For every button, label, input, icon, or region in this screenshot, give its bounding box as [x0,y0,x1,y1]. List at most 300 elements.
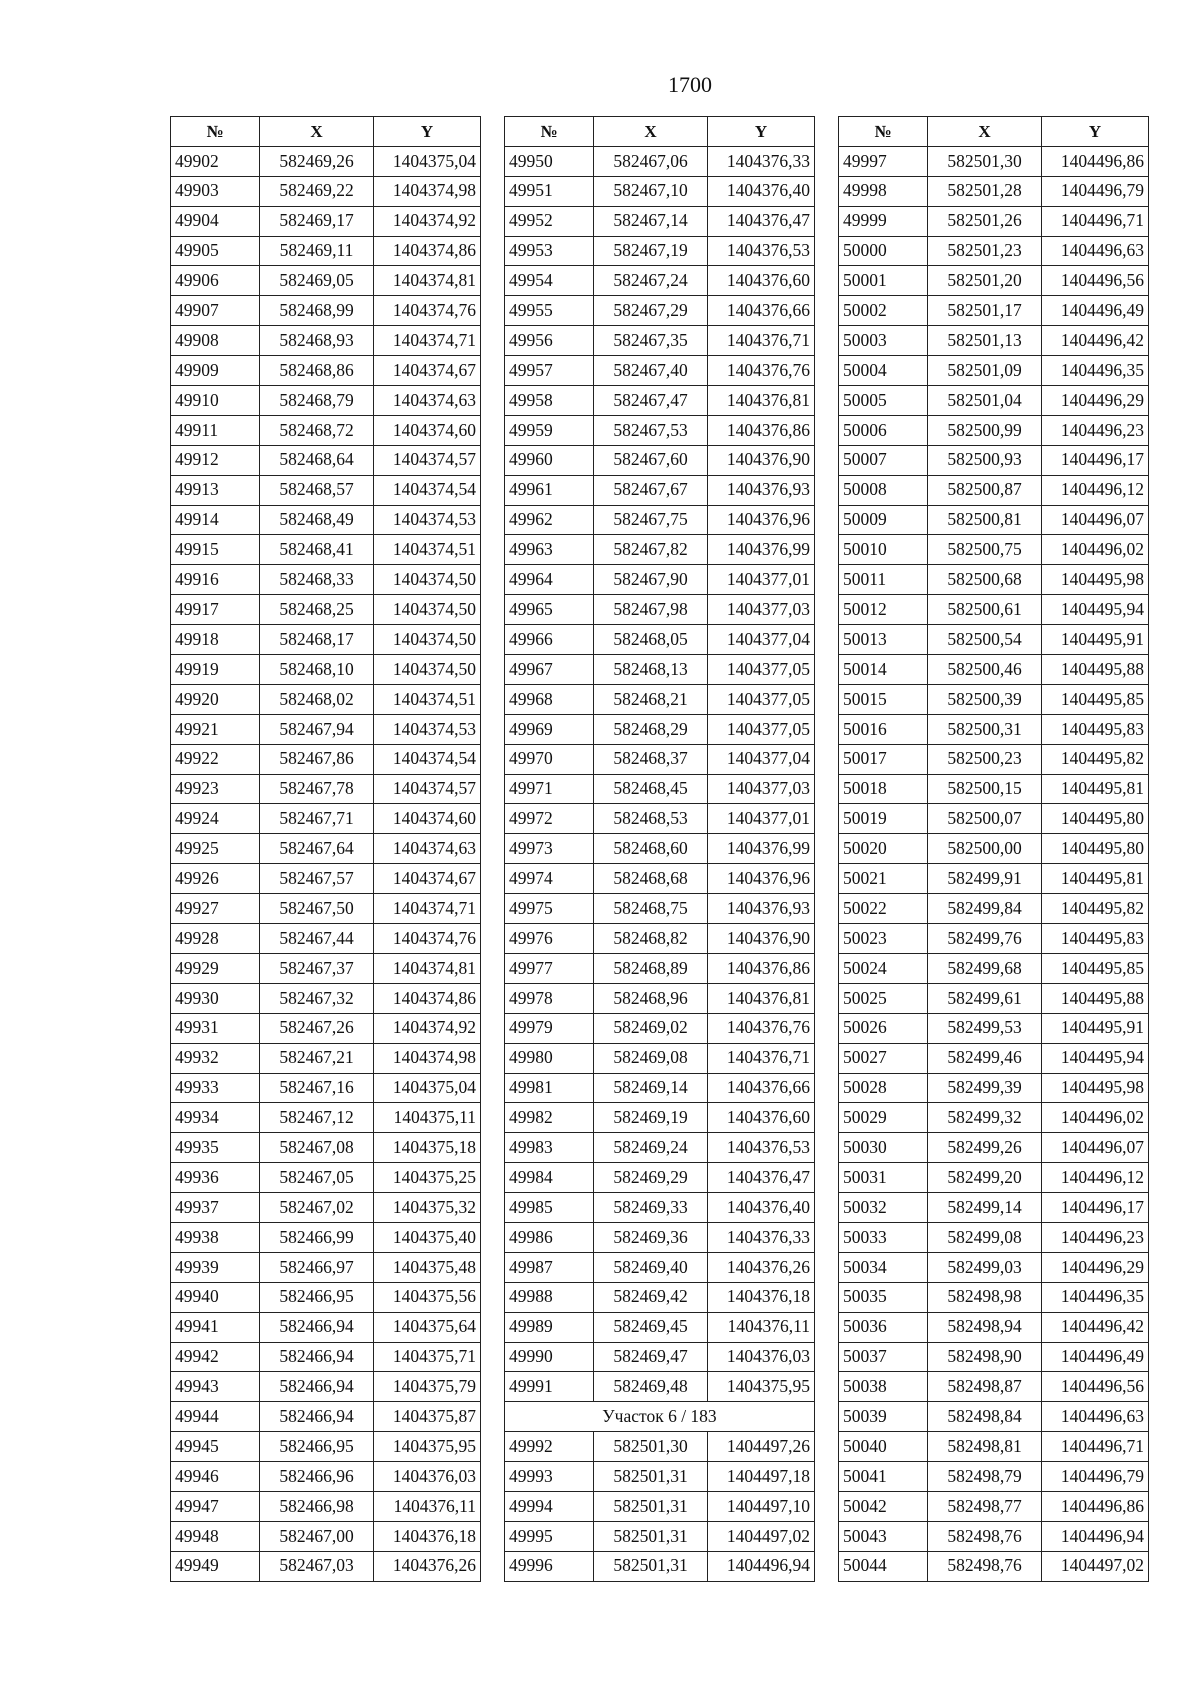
table-row [505,1133,815,1163]
table-row [505,1551,815,1581]
column-header-y: Y [708,117,815,147]
y-coordinate-cell: 1404374,86 [374,236,481,266]
x-coordinate-cell: 582467,71 [260,804,374,834]
point-number-cell: 49999 [839,206,928,236]
x-coordinate-cell: 582467,29 [594,296,708,326]
x-coordinate-cell: 582468,33 [260,565,374,595]
point-number-cell: 50025 [839,983,928,1013]
y-coordinate-cell: 1404374,53 [374,505,481,535]
y-coordinate-cell: 1404376,18 [708,1282,815,1312]
point-number-cell: 49914 [171,505,260,535]
point-number-cell: 49905 [171,236,260,266]
x-coordinate-cell: 582469,24 [594,1133,708,1163]
y-coordinate-cell: 1404377,01 [708,804,815,834]
y-coordinate-cell: 1404496,56 [1042,266,1149,296]
table-row [839,386,1149,416]
x-coordinate-cell: 582469,26 [260,146,374,176]
table-row [505,326,815,356]
point-number-cell: 50004 [839,356,928,386]
y-coordinate-cell: 1404377,05 [708,714,815,744]
y-coordinate-cell: 1404496,49 [1042,1342,1149,1372]
point-number-cell: 50010 [839,535,928,565]
table-row [171,1282,481,1312]
point-number-cell: 49908 [171,326,260,356]
table-row [505,266,815,296]
x-coordinate-cell: 582501,26 [928,206,1042,236]
y-coordinate-cell: 1404496,17 [1042,1193,1149,1223]
point-number-cell: 49951 [505,176,594,206]
x-coordinate-cell: 582467,67 [594,475,708,505]
table-row [839,1372,1149,1402]
table-row [171,296,481,326]
point-number-cell: 49988 [505,1282,594,1312]
table-row [505,595,815,625]
table-row [839,236,1149,266]
x-coordinate-cell: 582467,40 [594,356,708,386]
y-coordinate-cell: 1404376,96 [708,505,815,535]
x-coordinate-cell: 582467,19 [594,236,708,266]
table-row [505,1013,815,1043]
table-row [839,505,1149,535]
y-coordinate-cell: 1404375,40 [374,1222,481,1252]
table-row [839,266,1149,296]
table-row [171,535,481,565]
point-number-cell: 50012 [839,595,928,625]
y-coordinate-cell: 1404374,51 [374,535,481,565]
x-coordinate-cell: 582501,13 [928,326,1042,356]
y-coordinate-cell: 1404496,56 [1042,1372,1149,1402]
point-number-cell: 50015 [839,684,928,714]
point-number-cell: 49911 [171,415,260,445]
x-coordinate-cell: 582467,64 [260,834,374,864]
y-coordinate-cell: 1404377,04 [708,744,815,774]
y-coordinate-cell: 1404496,49 [1042,296,1149,326]
table-row [839,415,1149,445]
table-row [839,565,1149,595]
table-row [171,774,481,804]
x-coordinate-cell: 582499,26 [928,1133,1042,1163]
y-coordinate-cell: 1404374,57 [374,774,481,804]
table-row [171,1491,481,1521]
y-coordinate-cell: 1404376,71 [708,326,815,356]
table-row [839,475,1149,505]
point-number-cell: 49987 [505,1252,594,1282]
point-number-cell: 49964 [505,565,594,595]
y-coordinate-cell: 1404496,29 [1042,386,1149,416]
x-coordinate-cell: 582501,30 [594,1432,708,1462]
point-number-cell: 49989 [505,1312,594,1342]
table-row [171,1551,481,1581]
point-number-cell: 49991 [505,1372,594,1402]
y-coordinate-cell: 1404374,54 [374,744,481,774]
table-row [171,655,481,685]
point-number-cell: 49929 [171,953,260,983]
y-coordinate-cell: 1404496,71 [1042,206,1149,236]
table-row [839,1402,1149,1432]
point-number-cell: 49967 [505,655,594,685]
x-coordinate-cell: 582499,20 [928,1163,1042,1193]
y-coordinate-cell: 1404376,26 [708,1252,815,1282]
point-number-cell: 49903 [171,176,260,206]
y-coordinate-cell: 1404496,94 [708,1551,815,1581]
x-coordinate-cell: 582500,46 [928,655,1042,685]
point-number-cell: 49907 [171,296,260,326]
x-coordinate-cell: 582501,20 [928,266,1042,296]
table-row [839,774,1149,804]
x-coordinate-cell: 582500,68 [928,565,1042,595]
y-coordinate-cell: 1404497,02 [1042,1551,1149,1581]
x-coordinate-cell: 582469,36 [594,1222,708,1252]
table-body [505,146,815,1581]
point-number-cell: 49957 [505,356,594,386]
x-coordinate-cell: 582467,24 [594,266,708,296]
x-coordinate-cell: 582499,32 [928,1103,1042,1133]
x-coordinate-cell: 582499,53 [928,1013,1042,1043]
table-row [171,1521,481,1551]
table-row [839,535,1149,565]
point-number-cell: 49995 [505,1521,594,1551]
x-coordinate-cell: 582467,35 [594,326,708,356]
x-coordinate-cell: 582468,02 [260,684,374,714]
x-coordinate-cell: 582468,89 [594,953,708,983]
table-row [505,625,815,655]
y-coordinate-cell: 1404375,11 [374,1103,481,1133]
x-coordinate-cell: 582467,98 [594,595,708,625]
table-row [171,415,481,445]
point-number-cell: 49928 [171,924,260,954]
y-coordinate-cell: 1404374,98 [374,176,481,206]
point-number-cell: 49946 [171,1462,260,1492]
y-coordinate-cell: 1404375,56 [374,1282,481,1312]
x-coordinate-cell: 582467,90 [594,565,708,595]
table-row [171,625,481,655]
table-row [839,296,1149,326]
point-number-cell: 50039 [839,1402,928,1432]
y-coordinate-cell: 1404495,80 [1042,834,1149,864]
point-number-cell: 50043 [839,1521,928,1551]
point-number-cell: 50028 [839,1073,928,1103]
x-coordinate-cell: 582499,91 [928,864,1042,894]
table-row [839,655,1149,685]
point-number-cell: 49906 [171,266,260,296]
table-row [505,924,815,954]
table-row [839,1342,1149,1372]
y-coordinate-cell: 1404376,60 [708,266,815,296]
y-coordinate-cell: 1404376,81 [708,386,815,416]
x-coordinate-cell: 582468,41 [260,535,374,565]
table-row [171,176,481,206]
y-coordinate-cell: 1404496,63 [1042,1402,1149,1432]
table-row [505,1342,815,1372]
y-coordinate-cell: 1404495,88 [1042,983,1149,1013]
y-coordinate-cell: 1404374,63 [374,834,481,864]
table-row [171,1252,481,1282]
table-row [171,386,481,416]
point-number-cell: 49953 [505,236,594,266]
x-coordinate-cell: 582468,82 [594,924,708,954]
x-coordinate-cell: 582468,99 [260,296,374,326]
point-number-cell: 50033 [839,1222,928,1252]
y-coordinate-cell: 1404375,04 [374,146,481,176]
point-number-cell: 49986 [505,1222,594,1252]
y-coordinate-cell: 1404497,02 [708,1521,815,1551]
x-coordinate-cell: 582468,60 [594,834,708,864]
point-number-cell: 49941 [171,1312,260,1342]
x-coordinate-cell: 582501,31 [594,1521,708,1551]
table-row [839,356,1149,386]
y-coordinate-cell: 1404495,98 [1042,565,1149,595]
table-row [839,1491,1149,1521]
table-header-row [171,117,481,147]
point-number-cell: 49913 [171,475,260,505]
point-number-cell: 49985 [505,1193,594,1223]
point-number-cell: 49949 [171,1551,260,1581]
point-number-cell: 49910 [171,386,260,416]
table-row [505,1432,815,1462]
table-row [171,864,481,894]
table-row [505,415,815,445]
table-row [505,1462,815,1492]
table-row [839,1462,1149,1492]
point-number-cell: 49925 [171,834,260,864]
y-coordinate-cell: 1404377,01 [708,565,815,595]
x-coordinate-cell: 582469,42 [594,1282,708,1312]
point-number-cell: 49984 [505,1163,594,1193]
y-coordinate-cell: 1404496,02 [1042,535,1149,565]
x-coordinate-cell: 582468,86 [260,356,374,386]
table-row [505,535,815,565]
x-coordinate-cell: 582501,04 [928,386,1042,416]
x-coordinate-cell: 582500,39 [928,684,1042,714]
x-coordinate-cell: 582468,25 [260,595,374,625]
y-coordinate-cell: 1404496,35 [1042,356,1149,386]
y-coordinate-cell: 1404377,05 [708,684,815,714]
point-number-cell: 50041 [839,1462,928,1492]
y-coordinate-cell: 1404375,71 [374,1342,481,1372]
point-number-cell: 49920 [171,684,260,714]
y-coordinate-cell: 1404495,82 [1042,744,1149,774]
x-coordinate-cell: 582501,23 [928,236,1042,266]
table-row [171,1432,481,1462]
y-coordinate-cell: 1404374,71 [374,894,481,924]
table-row [839,326,1149,356]
y-coordinate-cell: 1404375,18 [374,1133,481,1163]
point-number-cell: 49932 [171,1043,260,1073]
y-coordinate-cell: 1404376,47 [708,206,815,236]
x-coordinate-cell: 582469,11 [260,236,374,266]
x-coordinate-cell: 582499,76 [928,924,1042,954]
point-number-cell: 49976 [505,924,594,954]
y-coordinate-cell: 1404374,67 [374,864,481,894]
y-coordinate-cell: 1404374,54 [374,475,481,505]
table-row [505,236,815,266]
point-number-cell: 49981 [505,1073,594,1103]
table-row [171,1372,481,1402]
column-header-number: № [505,117,594,147]
y-coordinate-cell: 1404495,80 [1042,804,1149,834]
x-coordinate-cell: 582466,95 [260,1282,374,1312]
point-number-cell: 49933 [171,1073,260,1103]
x-coordinate-cell: 582500,87 [928,475,1042,505]
x-coordinate-cell: 582468,93 [260,326,374,356]
table-row [505,1073,815,1103]
y-coordinate-cell: 1404495,91 [1042,1013,1149,1043]
y-coordinate-cell: 1404376,66 [708,1073,815,1103]
point-number-cell: 49958 [505,386,594,416]
table-row [839,1133,1149,1163]
point-number-cell: 50011 [839,565,928,595]
table-row [839,1252,1149,1282]
y-coordinate-cell: 1404496,86 [1042,1491,1149,1521]
y-coordinate-cell: 1404374,86 [374,983,481,1013]
y-coordinate-cell: 1404496,02 [1042,1103,1149,1133]
table-row [839,983,1149,1013]
table-row [505,1491,815,1521]
x-coordinate-cell: 582469,33 [594,1193,708,1223]
y-coordinate-cell: 1404495,85 [1042,953,1149,983]
x-coordinate-cell: 582500,99 [928,415,1042,445]
table-row [505,445,815,475]
point-number-cell: 49942 [171,1342,260,1372]
table-row [505,1222,815,1252]
point-number-cell: 50005 [839,386,928,416]
point-number-cell: 50042 [839,1491,928,1521]
table-row [171,684,481,714]
table-row [171,1073,481,1103]
y-coordinate-cell: 1404376,33 [708,146,815,176]
x-coordinate-cell: 582468,53 [594,804,708,834]
point-number-cell: 50003 [839,326,928,356]
point-number-cell: 49996 [505,1551,594,1581]
y-coordinate-cell: 1404374,63 [374,386,481,416]
table-row [505,1163,815,1193]
x-coordinate-cell: 582468,13 [594,655,708,685]
point-number-cell: 50000 [839,236,928,266]
section-label: Участок 6 / 183 [505,1402,815,1432]
y-coordinate-cell: 1404376,81 [708,983,815,1013]
y-coordinate-cell: 1404377,03 [708,595,815,625]
point-number-cell: 50027 [839,1043,928,1073]
table-row [839,625,1149,655]
table-row [839,1193,1149,1223]
x-coordinate-cell: 582467,02 [260,1193,374,1223]
y-coordinate-cell: 1404374,51 [374,684,481,714]
x-coordinate-cell: 582498,94 [928,1312,1042,1342]
point-number-cell: 49921 [171,714,260,744]
point-number-cell: 50029 [839,1103,928,1133]
table-row [171,834,481,864]
column-header-number: № [839,117,928,147]
x-coordinate-cell: 582469,17 [260,206,374,236]
point-number-cell: 49994 [505,1491,594,1521]
point-number-cell: 49973 [505,834,594,864]
x-coordinate-cell: 582501,28 [928,176,1042,206]
table-row [839,953,1149,983]
x-coordinate-cell: 582467,08 [260,1133,374,1163]
x-coordinate-cell: 582467,82 [594,535,708,565]
x-coordinate-cell: 582467,50 [260,894,374,924]
y-coordinate-cell: 1404497,10 [708,1491,815,1521]
y-coordinate-cell: 1404376,47 [708,1163,815,1193]
x-coordinate-cell: 582468,45 [594,774,708,804]
y-coordinate-cell: 1404496,71 [1042,1432,1149,1462]
column-header-x: X [594,117,708,147]
y-coordinate-cell: 1404375,95 [374,1432,481,1462]
point-number-cell: 50044 [839,1551,928,1581]
x-coordinate-cell: 582467,26 [260,1013,374,1043]
y-coordinate-cell: 1404497,26 [708,1432,815,1462]
y-coordinate-cell: 1404376,40 [708,1193,815,1223]
x-coordinate-cell: 582468,29 [594,714,708,744]
y-coordinate-cell: 1404376,18 [374,1521,481,1551]
x-coordinate-cell: 582501,31 [594,1462,708,1492]
point-number-cell: 49943 [171,1372,260,1402]
x-coordinate-cell: 582467,12 [260,1103,374,1133]
y-coordinate-cell: 1404376,93 [708,475,815,505]
x-coordinate-cell: 582500,93 [928,445,1042,475]
column-header-x: X [928,117,1042,147]
y-coordinate-cell: 1404374,53 [374,714,481,744]
y-coordinate-cell: 1404376,33 [708,1222,815,1252]
table-row [839,1521,1149,1551]
table-row [171,1402,481,1432]
x-coordinate-cell: 582468,17 [260,625,374,655]
x-coordinate-cell: 582498,87 [928,1372,1042,1402]
point-number-cell: 50022 [839,894,928,924]
table-row [839,1013,1149,1043]
y-coordinate-cell: 1404495,83 [1042,924,1149,954]
table-row [505,864,815,894]
table-row [839,176,1149,206]
point-number-cell: 49969 [505,714,594,744]
table-row [839,714,1149,744]
point-number-cell: 49945 [171,1432,260,1462]
table-row [839,1312,1149,1342]
point-number-cell: 49970 [505,744,594,774]
table-body [839,146,1149,1581]
point-number-cell: 49922 [171,744,260,774]
table-row [171,1342,481,1372]
point-number-cell: 49924 [171,804,260,834]
point-number-cell: 49983 [505,1133,594,1163]
y-coordinate-cell: 1404375,95 [708,1372,815,1402]
table-row [171,714,481,744]
y-coordinate-cell: 1404495,83 [1042,714,1149,744]
x-coordinate-cell: 582467,37 [260,953,374,983]
x-coordinate-cell: 582469,45 [594,1312,708,1342]
point-number-cell: 49992 [505,1432,594,1462]
table-row [171,1222,481,1252]
y-coordinate-cell: 1404374,76 [374,296,481,326]
y-coordinate-cell: 1404374,60 [374,804,481,834]
point-number-cell: 49917 [171,595,260,625]
y-coordinate-cell: 1404376,66 [708,296,815,326]
point-number-cell: 49939 [171,1252,260,1282]
table-row [839,684,1149,714]
column-header-x: X [260,117,374,147]
x-coordinate-cell: 582499,39 [928,1073,1042,1103]
table-body [171,146,481,1581]
point-number-cell: 49952 [505,206,594,236]
table-row [171,953,481,983]
x-coordinate-cell: 582467,21 [260,1043,374,1073]
point-number-cell: 49968 [505,684,594,714]
point-number-cell: 50040 [839,1432,928,1462]
table-row [839,1551,1149,1581]
point-number-cell: 49978 [505,983,594,1013]
x-coordinate-cell: 582467,16 [260,1073,374,1103]
point-number-cell: 50037 [839,1342,928,1372]
